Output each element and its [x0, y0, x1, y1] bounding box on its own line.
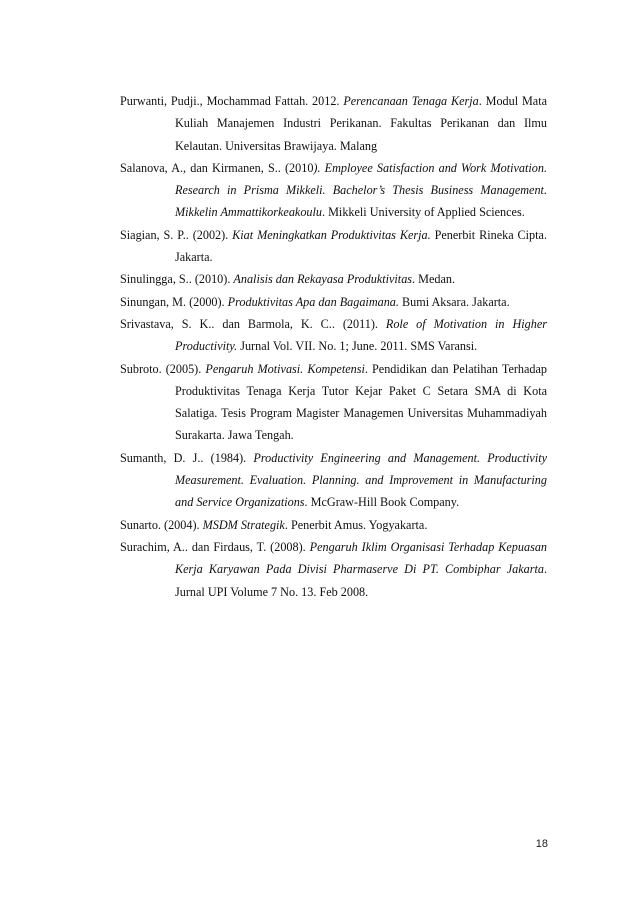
reference-title: Analisis dan Rekayasa Produktivitas	[233, 272, 413, 287]
reference-publisher: . Penerbit Amus. Yogyakarta.	[284, 517, 428, 532]
reference-entry	[120, 514, 547, 536]
reference-authors: Sinungan, M. (2000).	[120, 294, 228, 309]
reference-title: Pengaruh Motivasi. Kompetensi	[205, 361, 365, 376]
reference-title: ). Employee Satisfaction and Work Motivation. Research in Prisma Mikkeli. Bachelor’s Thesis Business Management. Mikkelin Ammattikorkeakoulu	[175, 160, 548, 220]
reference-publisher: Bumi Aksara. Jakarta.	[398, 294, 510, 309]
reference-title: MSDM Strategik	[202, 517, 285, 532]
reference-authors: Siagian, S. P.. (2002).	[120, 227, 233, 242]
reference-publisher: . Mikkeli University of Applied Sciences.	[322, 205, 525, 220]
reference-entry	[120, 536, 547, 603]
reference-authors: Subroto. (2005).	[120, 361, 206, 376]
reference-authors: Sumanth, D. J.. (1984).	[120, 450, 254, 465]
reference-publisher: . McGraw-Hill Book Company.	[304, 495, 460, 510]
reference-publisher: Penerbit Rineka Cipta. Jakarta.	[175, 227, 547, 265]
reference-authors: Surachim, A.. dan Firdaus, T. (2008).	[120, 539, 310, 554]
reference-title: Perencanaan Tenaga Kerja	[343, 94, 479, 108]
page-number: 18	[535, 838, 548, 850]
reference-entry	[120, 313, 547, 358]
reference-entry	[120, 291, 547, 313]
reference-list	[120, 90, 547, 603]
reference-title: Pengaruh Iklim Organisasi Terhadap Kepuasan Kerja Karyawan Pada Divisi Pharmaserve Di PT. Combiphar Jakarta	[175, 539, 548, 577]
reference-authors: Sunarto. (2004).	[120, 517, 203, 532]
reference-publisher: . Jurnal UPI Volume 7 No. 13. Feb 2008.	[175, 562, 547, 599]
reference-title: Kiat Meningkatkan Produktivitas Kerja.	[232, 227, 431, 242]
reference-publisher: . Modul Mata Kuliah Manajemen Industri Perikanan. Fakultas Perikanan dan Ilmu Kelautan. Universitas Brawijaya. Malang	[175, 94, 548, 153]
reference-entry	[120, 224, 547, 269]
reference-title: Productivity Engineering and Management. Productivity Measurement. Evaluation. Planning. and Improvement in Manufacturing and Service Organizations	[175, 450, 548, 510]
reference-publisher: . Pendidikan dan Pelatihan Terhadap Produktivitas Tenaga Kerja Tutor Kejar Paket C Setara SMA di Kota Salatiga. Tesis Program Magister Managemen Universitas Muhammadiyah Surakarta. Jawa Tengah.	[175, 361, 548, 443]
reference-authors: Purwanti, Pudji., Mochammad Fattah. 2012.	[120, 94, 344, 108]
reference-entry	[120, 268, 547, 290]
reference-publisher: Jurnal Vol. VII. No. 1; June. 2011. SMS Varansi.	[237, 339, 478, 354]
reference-publisher: . Medan.	[412, 272, 456, 287]
reference-entry	[120, 90, 547, 157]
reference-authors: Salanova, A., dan Kirmanen, S.. (2010	[120, 160, 314, 175]
reference-title: Produktivitas Apa dan Bagaimana.	[227, 294, 399, 309]
reference-authors: Sinulingga, S.. (2010).	[120, 272, 234, 287]
reference-entry	[120, 358, 547, 447]
reference-title: Role of Motivation in Higher Productivity.	[175, 316, 547, 354]
reference-authors: Srivastava, S. K.. dan Barmola, K. C.. (2011).	[120, 316, 386, 331]
reference-entry	[120, 157, 547, 224]
reference-entry	[120, 447, 547, 514]
